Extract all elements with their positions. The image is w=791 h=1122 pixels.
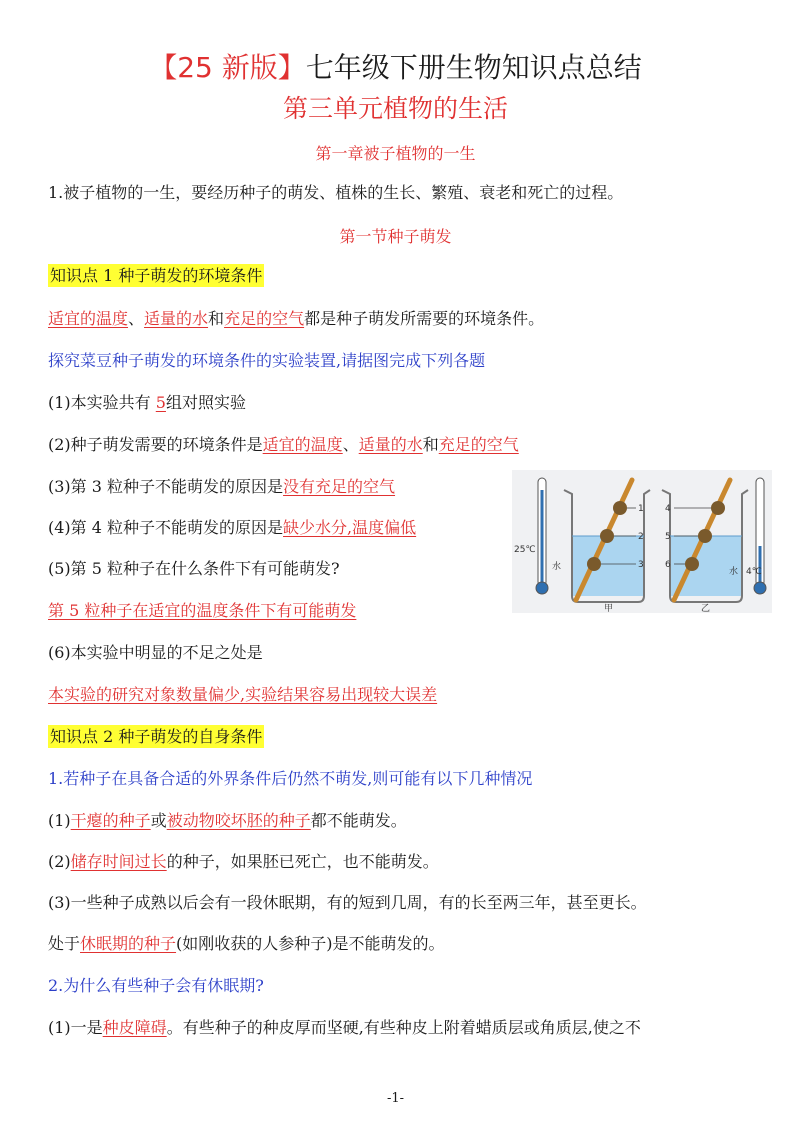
question-text: (3)第 3 粒种子不能萌发的原因是 [48, 477, 284, 496]
experiment-diagram [512, 470, 772, 613]
item-text: (如刚收获的人参种子)是不能萌发的。 [176, 934, 445, 953]
answer-5: 第 5 粒种子在适宜的温度条件下有可能萌发 [48, 601, 357, 620]
item-text: 的种子，如果胚已死亡，也不能萌发。 [166, 852, 439, 871]
kp1-heading [48, 264, 264, 288]
item-text: 都不能萌发。 [310, 811, 407, 830]
question-1 [48, 391, 246, 415]
question-5: (5)第 5 粒种子在什么条件下有可能萌发? [48, 559, 340, 578]
item-text: (1)一是 [48, 1018, 103, 1037]
answer-text: 干瘪的种子 [70, 811, 151, 830]
seed-1 [613, 501, 627, 515]
kp1-summary [48, 307, 544, 331]
answer-text: 充足的空气 [438, 435, 519, 454]
answer-text: 储存时间过长 [70, 852, 167, 871]
answer-water: 适量的水 [144, 309, 209, 328]
summary-rest: 都是种子萌发所需要的环境条件。 [304, 309, 545, 328]
answer-text: 休眠期的种子 [80, 934, 177, 953]
item-text: 处于 [48, 934, 81, 953]
item-text: 。有些种子的种皮厚而坚硬,有些种皮上附着蜡质层或角质层,使之不 [166, 1018, 641, 1037]
section-title: 第一节种子萌发 [339, 227, 452, 246]
answer-text: 被动物咬坏胚的种子 [166, 811, 311, 830]
answer-text: 适量的水 [358, 435, 423, 454]
beaker-left-label: 甲 [604, 604, 614, 613]
answer-text: 适宜的温度 [262, 435, 343, 454]
answer-temperature: 适宜的温度 [48, 309, 129, 328]
question-3 [48, 475, 395, 499]
experiment-intro: 探究菜豆种子萌发的环境条件的实验装置,请据图完成下列各题 [48, 351, 486, 370]
title-prefix: 【25 新版】 [149, 51, 306, 84]
question-text: (2)种子萌发需要的环境条件是 [48, 435, 263, 454]
unit-title: 第三单元植物的生活 [282, 94, 508, 123]
kp2-item-2 [48, 850, 439, 874]
seed-6 [685, 557, 699, 571]
thermo-fill [541, 490, 544, 582]
seed-number-6: 6 [665, 560, 671, 570]
kp2-heading-text: 知识点 2 种子萌发的自身条件 [50, 727, 263, 746]
kp2-item-3b [48, 932, 445, 956]
question-2 [48, 433, 519, 457]
water-label-left: 水 [552, 562, 562, 572]
question-text: 组对照实验 [165, 393, 246, 412]
kp2-question-1: 1.若种子在具备合适的外界条件后仍然不萌发,则可能有以下几种情况 [48, 769, 533, 788]
title-main: 七年级下册生物知识点总结 [305, 51, 642, 84]
answer-text: 种皮障碍 [102, 1018, 167, 1037]
page-title [0, 50, 791, 86]
left-temp-label: 25℃ [514, 545, 536, 555]
kp2-question-2: 2.为什么有些种子会有休眠期? [48, 976, 264, 995]
connector: 或 [150, 811, 167, 830]
separator: 和 [422, 435, 439, 454]
thermometer-left-icon [536, 478, 548, 594]
separator: 、 [128, 309, 145, 328]
seed-5 [698, 529, 712, 543]
answer-air: 充足的空气 [224, 309, 305, 328]
beaker-right-label: 乙 [701, 604, 711, 613]
experiment-figure [512, 470, 772, 613]
seed-number-5: 5 [665, 532, 671, 542]
question-text: (4)第 4 粒种子不能萌发的原因是 [48, 518, 284, 537]
seed-4 [711, 501, 725, 515]
seed-2 [600, 529, 614, 543]
beaker-right-icon [662, 480, 748, 602]
separator: 和 [208, 309, 225, 328]
chapter-title: 第一章被子植物的一生 [315, 144, 476, 163]
page-number: -1- [386, 1091, 405, 1106]
kp2-item-1 [48, 809, 407, 833]
intro-text: 1.被子植物的一生，要经历种子的萌发、植株的生长、繁殖、衰老和死亡的过程。 [48, 183, 624, 202]
water-label-right: 水 [729, 567, 739, 577]
question-text: (1)本实验共有 [48, 393, 156, 412]
answer-text: 没有充足的空气 [283, 477, 396, 496]
right-temp-label: 4℃ [746, 567, 762, 577]
seed-number-3: 3 [638, 560, 644, 570]
seed-number-2: 2 [638, 532, 644, 542]
answer-text: 5 [155, 393, 166, 412]
kp2-item-3: (3)一些种子成熟以后会有一段休眠期，有的短到几周，有的长至两三年，甚至更长。 [48, 893, 647, 912]
answer-6: 本实验的研究对象数量偏少,实验结果容易出现较大误差 [48, 685, 438, 704]
question-4 [48, 516, 416, 540]
kp2-item-q2-1 [48, 1016, 641, 1040]
item-number: (2) [48, 852, 71, 871]
seed-number-1: 1 [638, 504, 644, 514]
question-6: (6)本实验中明显的不足之处是 [48, 643, 263, 662]
seed-number-4: 4 [665, 504, 671, 514]
kp1-heading-text: 知识点 1 种子萌发的环境条件 [50, 266, 263, 285]
item-number: (1) [48, 811, 71, 830]
kp2-heading [48, 725, 264, 749]
seed-3 [587, 557, 601, 571]
separator: 、 [342, 435, 359, 454]
answer-text: 缺少水分,温度偏低 [283, 518, 417, 537]
